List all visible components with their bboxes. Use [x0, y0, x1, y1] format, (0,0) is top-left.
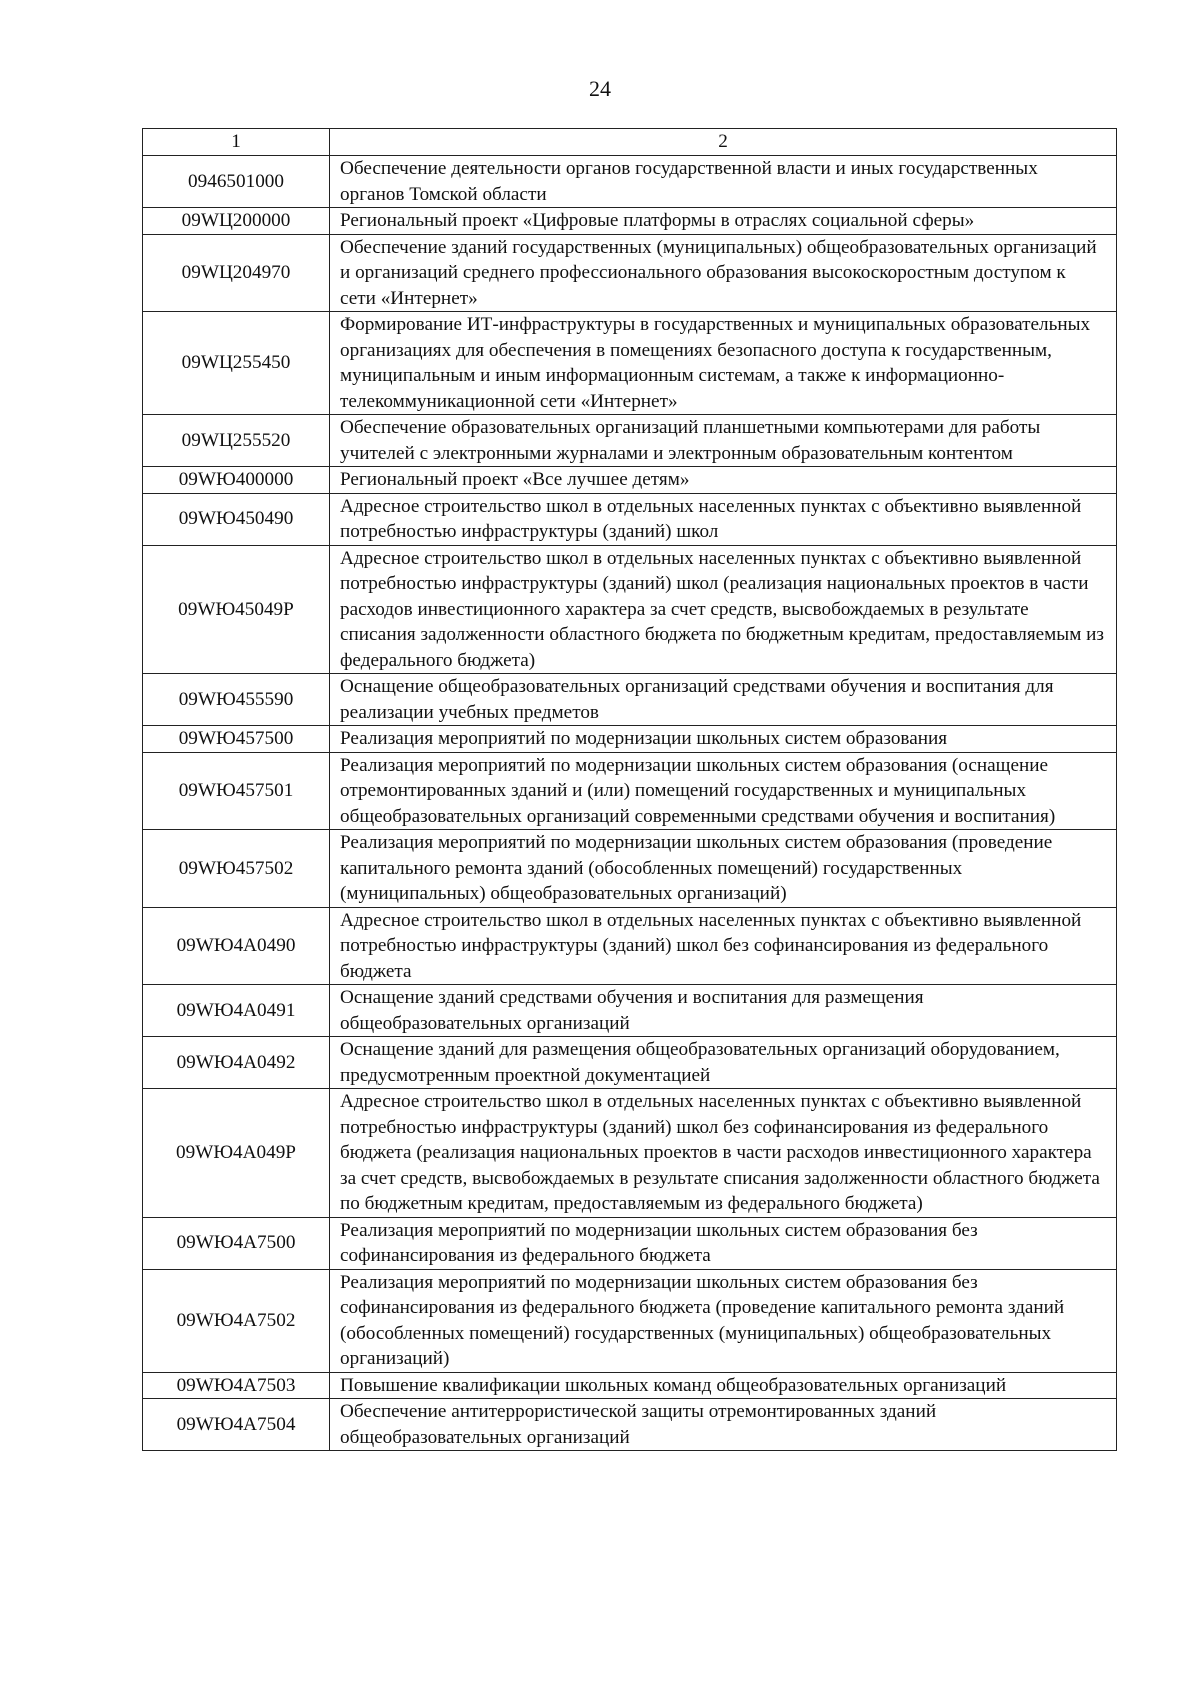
row-description: Оснащение зданий средствами обучения и воспитания для размещения общеобразовательных организаций [330, 985, 1117, 1037]
table-row [143, 907, 1117, 985]
row-description: Повышение квалификации школьных команд общеобразовательных организаций [330, 1372, 1117, 1399]
table-row [143, 1089, 1117, 1218]
table-row [143, 415, 1117, 467]
row-code: 09WЮ4А0491 [143, 985, 330, 1037]
row-code: 09WЦ255450 [143, 312, 330, 415]
row-code: 0946501000 [143, 156, 330, 208]
row-code: 09WЦ200000 [143, 208, 330, 235]
row-description: Оснащение зданий для размещения общеобразовательных организаций оборудованием, предусмотренным проектной документацией [330, 1037, 1117, 1089]
row-description: Реализация мероприятий по модернизации школьных систем образования (оснащение отремонтированных зданий и (или) помещений государственных и муниципальных общеобразовательных организаций современными средствами обучения и воспитания) [330, 752, 1117, 830]
table-row [143, 156, 1117, 208]
table-row [143, 1269, 1117, 1372]
row-description: Реализация мероприятий по модернизации школьных систем образования без софинансирования из федерального бюджета [330, 1217, 1117, 1269]
row-description: Формирование ИТ-инфраструктуры в государственных и муниципальных образовательных организациях для обеспечения в помещениях безопасного доступа к государственным, муниципальным и иным информационным системам, а также к информационно-телекоммуникационной сети «Интернет» [330, 312, 1117, 415]
row-code: 09WЦ204970 [143, 234, 330, 312]
row-code: 09WЮ457501 [143, 752, 330, 830]
table-row [143, 208, 1117, 235]
row-description: Обеспечение антитеррористической защиты отремонтированных зданий общеобразовательных организаций [330, 1399, 1117, 1451]
row-code: 09WЮ457502 [143, 830, 330, 908]
table-header-row [143, 129, 1117, 156]
row-code: 09WЮ455590 [143, 674, 330, 726]
table-row [143, 312, 1117, 415]
row-code: 09WЮ450490 [143, 493, 330, 545]
table-row [143, 493, 1117, 545]
table-row [143, 674, 1117, 726]
row-description: Обеспечение образовательных организаций планшетными компьютерами для работы учителей с электронными журналами и электронным образовательным контентом [330, 415, 1117, 467]
table-row [143, 1037, 1117, 1089]
table-row [143, 985, 1117, 1037]
row-code: 09WЮ457500 [143, 726, 330, 753]
row-code: 09WЮ4А0490 [143, 907, 330, 985]
page-number: 24 [589, 76, 611, 101]
row-code: 09WЦ255520 [143, 415, 330, 467]
row-description: Реализация мероприятий по модернизации школьных систем образования (проведение капитального ремонта зданий (обособленных помещений) государственных (муниципальных) общеобразовательных организаций) [330, 830, 1117, 908]
row-description: Адресное строительство школ в отдельных населенных пунктах с объективно выявленной потребностью инфраструктуры (зданий) школ [330, 493, 1117, 545]
budget-codes-table [142, 128, 1117, 1451]
table-row [143, 234, 1117, 312]
row-description: Реализация мероприятий по модернизации школьных систем образования [330, 726, 1117, 753]
row-description: Региональный проект «Все лучшее детям» [330, 467, 1117, 494]
table-row [143, 1372, 1117, 1399]
row-description: Региональный проект «Цифровые платформы в отраслях социальной сферы» [330, 208, 1117, 235]
row-description: Адресное строительство школ в отдельных населенных пунктах с объективно выявленной потребностью инфраструктуры (зданий) школ без софинансирования из федерального бюджета [330, 907, 1117, 985]
table-row [143, 726, 1117, 753]
row-code: 09WЮ400000 [143, 467, 330, 494]
row-code: 09WЮ4А0492 [143, 1037, 330, 1089]
column-header-1: 1 [143, 129, 330, 156]
row-description: Адресное строительство школ в отдельных населенных пунктах с объективно выявленной потребностью инфраструктуры (зданий) школ без софинансирования из федерального бюджета (реализация национальных проектов в части расходов инвестиционного характера за счет средств, высвобождаемых в результате списания задолженности областного бюджета по бюджетным кредитам, предоставляемым из федерального бюджета) [330, 1089, 1117, 1218]
row-description: Обеспечение деятельности органов государственной власти и иных государственных органов Томской области [330, 156, 1117, 208]
row-code: 09WЮ45049Р [143, 545, 330, 674]
row-code: 09WЮ4А7503 [143, 1372, 330, 1399]
row-description: Обеспечение зданий государственных (муниципальных) общеобразовательных организаций и организаций среднего профессионального образования высокоскоростным доступом к сети «Интернет» [330, 234, 1117, 312]
table-row [143, 467, 1117, 494]
row-code: 09WЮ4А049Р [143, 1089, 330, 1218]
row-code: 09WЮ4А7500 [143, 1217, 330, 1269]
row-code: 09WЮ4А7502 [143, 1269, 330, 1372]
column-header-2: 2 [330, 129, 1117, 156]
table-row [143, 752, 1117, 830]
table-row [143, 1399, 1117, 1451]
row-description: Реализация мероприятий по модернизации школьных систем образования без софинансирования из федерального бюджета (проведение капитального ремонта зданий (обособленных помещений) государственных (муниципальных) общеобразовательных организаций) [330, 1269, 1117, 1372]
row-code: 09WЮ4А7504 [143, 1399, 330, 1451]
row-description: Адресное строительство школ в отдельных населенных пунктах с объективно выявленной потребностью инфраструктуры (зданий) школ (реализация национальных проектов в части расходов инвестиционного характера за счет средств, высвобождаемых в результате списания задолженности областного бюджета по бюджетным кредитам, предоставляемым из федерального бюджета) [330, 545, 1117, 674]
table-row [143, 1217, 1117, 1269]
table-row [143, 830, 1117, 908]
table-body [143, 129, 1117, 1451]
table-row [143, 545, 1117, 674]
row-description: Оснащение общеобразовательных организаций средствами обучения и воспитания для реализации учебных предметов [330, 674, 1117, 726]
